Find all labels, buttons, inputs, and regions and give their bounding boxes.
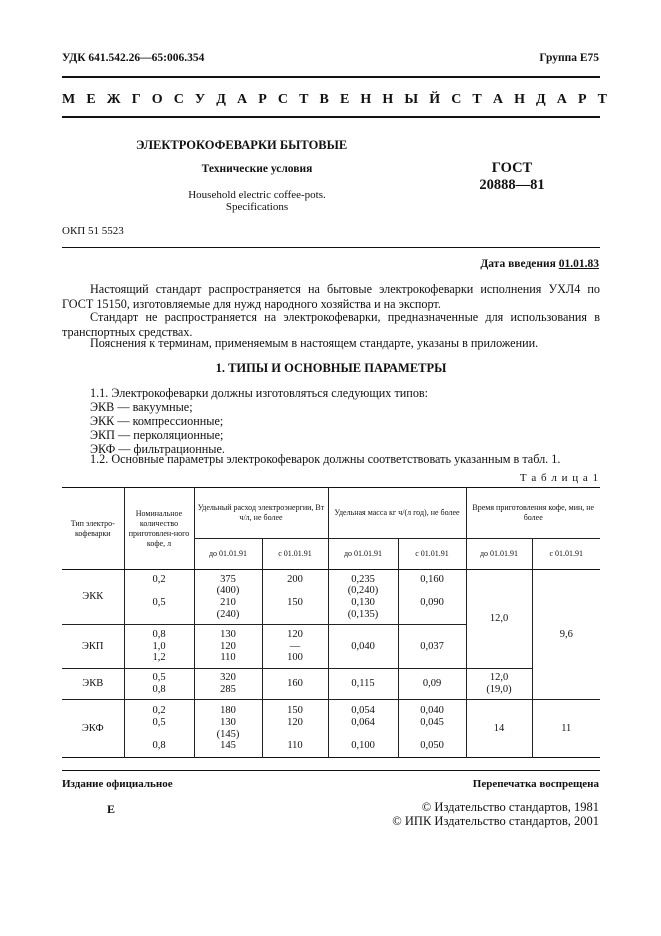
- header-energy-before: до 01.01.91: [194, 539, 262, 570]
- standard-rule: [62, 116, 600, 118]
- cell-type: ЭКП: [62, 625, 124, 669]
- parameters-table: [62, 487, 600, 758]
- cell-energy-before: 320 285: [194, 669, 262, 700]
- standard-title: М Е Ж Г О С У Д А Р С Т В Е Н Н Ы Й С Т А Н Д А Р Т: [62, 92, 611, 107]
- intro-paragraph-3: Пояснения к терминам, применяемым в настоящем стандарте, указаны в приложении.: [90, 336, 539, 350]
- cell-energy-before: 375 (400) 210 (240): [194, 570, 262, 625]
- intro-paragraph-1: Настоящий стандарт распространяется на бытовые электрокофеварки исполнения УХЛ4 по ГОСТ 15150, изготовляемые для нужд народного хозяйства и на экспорт.: [62, 282, 600, 311]
- cell-time-before-group: 12,0: [466, 570, 532, 669]
- cell-energy-after: 200 150: [262, 570, 328, 625]
- top-rule: [62, 76, 600, 78]
- header-time: Время приготовления кофе, мин, не более: [466, 488, 600, 539]
- header-capacity: Номинальное количество приготовлен-ного кофе, л: [124, 488, 194, 570]
- cell-time-before: 12,0 (19,0): [466, 669, 532, 700]
- cell-capacity: 0,8 1,0 1,2: [124, 625, 194, 669]
- intro-date-value: 01.01.83: [558, 258, 599, 270]
- section-1-p2: 1.2. Основные параметры электрокофеварок должны соответствовать указанным в табл. 1.: [90, 452, 561, 466]
- cell-mass-after: 0,037: [398, 625, 466, 669]
- cell-time-before: 14: [466, 700, 532, 758]
- edition-letter: Е: [107, 802, 116, 816]
- cell-mass-before: 0,115: [328, 669, 398, 700]
- reprint-label: Перепечатка воспрещена: [472, 778, 599, 790]
- document-title: ЭЛЕКТРОКОФЕВАРКИ БЫТОВЫЕ: [136, 138, 348, 152]
- intro-paragraph-2: Стандарт не распространяется на электрокофеварки, предназначенные для использования в транспортных средствах.: [62, 310, 600, 339]
- header-mass-before: до 01.01.91: [328, 539, 398, 570]
- udk-code: УДК 641.542.26—65:006.354: [62, 52, 205, 64]
- title-rule: [62, 247, 600, 248]
- intro-date-label: Дата введения: [480, 258, 556, 270]
- type-ekp: ЭКП — перколяционные;: [90, 428, 224, 442]
- cell-capacity: 0,2 0,5 0,8: [124, 700, 194, 758]
- okp-code: ОКП 51 5523: [62, 225, 124, 237]
- footer-rule: [62, 770, 600, 771]
- table-row: [62, 700, 600, 758]
- cell-mass-before: 0,040: [328, 625, 398, 669]
- cell-capacity: 0,5 0,8: [124, 669, 194, 700]
- cell-mass-before: 0,054 0,064 0,100: [328, 700, 398, 758]
- cell-energy-before: 130 120 110: [194, 625, 262, 669]
- table-label: Т а б л и ц а 1: [519, 472, 599, 484]
- gost-label: ГОСТ: [491, 160, 533, 176]
- header-energy: Удельный расход электроэнергии, Вт ч/л, не более: [194, 488, 328, 539]
- english-title-2: Specifications: [225, 201, 289, 213]
- gost-number: 20888—81: [479, 177, 545, 193]
- copyright-1981: © Издательство стандартов, 1981: [421, 800, 599, 814]
- cell-mass-after: 0,040 0,045 0,050: [398, 700, 466, 758]
- cell-type: ЭКФ: [62, 700, 124, 758]
- type-ekf: ЭКФ — фильтрационные.: [90, 442, 225, 456]
- section-1-title: 1. ТИПЫ И ОСНОВНЫЕ ПАРАМЕТРЫ: [215, 361, 447, 375]
- table-row: [62, 669, 600, 700]
- cell-time-after: 11: [532, 700, 600, 758]
- type-ekk: ЭКК — компрессионные;: [90, 414, 224, 428]
- copyright-2001: © ИПК Издательство стандартов, 2001: [392, 814, 599, 828]
- cell-mass-after: 0,09: [398, 669, 466, 700]
- document-subtitle: Технические условия: [201, 163, 313, 175]
- header-mass: Удельная масса кг ч/(л год), не более: [328, 488, 466, 539]
- header-mass-after: с 01.01.91: [398, 539, 466, 570]
- cell-mass-after: 0,160 0,090: [398, 570, 466, 625]
- table-row: [62, 570, 600, 625]
- cell-type: ЭКВ: [62, 669, 124, 700]
- cell-energy-after: 120 — 100: [262, 625, 328, 669]
- edition-label: Издание официальное: [62, 778, 173, 790]
- cell-capacity: 0,2 0,5: [124, 570, 194, 625]
- english-title-1: Household electric coffee-pots.: [188, 189, 326, 201]
- header-time-after: с 01.01.91: [532, 539, 600, 570]
- section-1-p1: 1.1. Электрокофеварки должны изготовляться следующих типов:: [90, 386, 429, 400]
- header-type: Тип электро-кофеварки: [62, 488, 124, 570]
- intro-date: [480, 258, 599, 270]
- cell-time-after-group: 9,6: [532, 570, 600, 700]
- group-code: Группа Е75: [539, 52, 599, 64]
- type-ekv: ЭКВ — вакуумные;: [90, 400, 193, 414]
- header-time-before: до 01.01.91: [466, 539, 532, 570]
- cell-type: ЭКК: [62, 570, 124, 625]
- header-energy-after: с 01.01.91: [262, 539, 328, 570]
- cell-energy-after: 160: [262, 669, 328, 700]
- cell-mass-before: 0,235 (0,240) 0,130 (0,135): [328, 570, 398, 625]
- cell-energy-before: 180 130 (145) 145: [194, 700, 262, 758]
- cell-energy-after: 150 120 110: [262, 700, 328, 758]
